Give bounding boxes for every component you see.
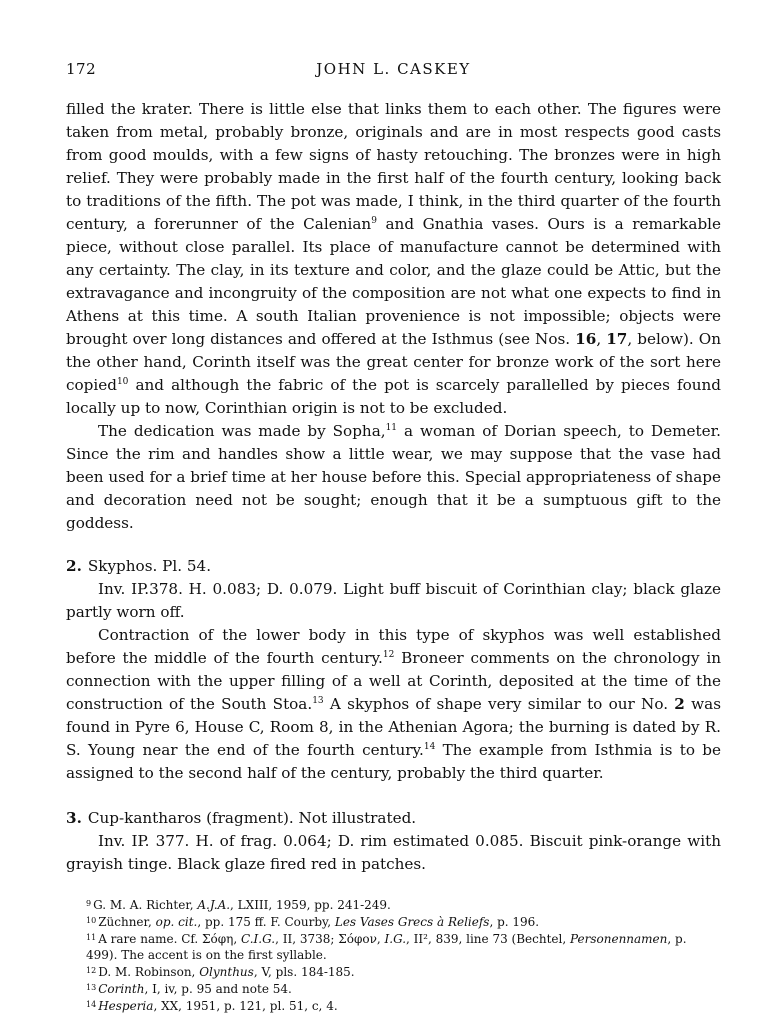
catalogue-entry-3	[66, 807, 721, 876]
page-header	[66, 60, 721, 84]
footnote-ref[interactable]: 11	[385, 423, 398, 433]
footnote: $^{10}$ Züchner, op. cit., pp. 175 ff. F. Courby, Les Vases Grecs à Reliefs, p. 196.	[86, 915, 540, 929]
footnote: $^9$ G. M. A. Richter, A.J.A., LXIII, 1959, pp. 241-249.	[86, 898, 391, 912]
entry-number: 2.	[66, 557, 82, 575]
main-text	[66, 98, 721, 876]
paragraph: filled the krater. There is little else that links them to each other. The figures were taken from metal, probably bronze, originals and are in most respects good casts from good moulds, with a few signs of hasty retouching. The bronzes were in high relief. They were probably made in the first half of the fourth century, looking back to traditions of the fifth. The pot was made, I think, in the third quarter of the fourth century, a forerunner of the Calenian$^9$ and Gnathia vases. Ours is a remarkable piece, without close parallel. Its place of manufacture cannot be determined with any certainty. The clay, in its texture and color, and the glaze could be Attic, but the extravagance and incongruity of the composition are not what one expects to find in Athens at this time. A south Italian provenience is not impossible; objects were brought over long distances and offered at the Isthmus (see Nos. 16, 17, below). On the other hand, Corinth itself was the great center for bronze work of the sort here copied$^{10}$ and although the fabric of the pot is scarcely parallelled by pieces found locally up to now, Corinthian origin is not to be excluded.	[66, 100, 722, 417]
footnote: $^{11}$ A rare name. Cf. Σόφη, C.I.G., II, 3738; Σόφον, I.G., II², 839, line 73 (Bechtel, Personennamen, p. 499). The accent is on the first syllable.	[86, 932, 687, 962]
entry-heading	[66, 555, 721, 578]
entry-inventory: Inv. IP. 377. H. of frag. 0.064; D. rim estimated 0.085. Biscuit pink-orange with grayish tinge. Black glaze fired red in patches.	[66, 832, 721, 873]
page	[66, 60, 721, 1014]
footnote-ref[interactable]: 10	[116, 377, 129, 387]
footnote-ref[interactable]: 14	[423, 742, 436, 752]
footnote-ref[interactable]: 13	[312, 696, 324, 706]
entry-heading	[66, 807, 721, 830]
catalogue-ref: 16	[575, 330, 597, 348]
footnote: $^{12}$ D. M. Robinson, Olynthus, V, pls. 184-185.	[86, 965, 355, 979]
footnote: $^{13}$ Corinth, I, iv, p. 95 and note 54.	[86, 982, 292, 996]
paragraph: The dedication was made by Sopha,$^{11}$ a woman of Dorian speech, to Demeter. Since the rim and handles show a little wear, we may suppose that the vase had been used for a brief time at her house before this. Special appropriateness of shape and decoration need not be sought; enough that it be a sumptuous gift to the goddess.	[66, 422, 721, 532]
footnote-ref[interactable]: 9	[371, 216, 377, 226]
running-title: JOHN L. CASKEY	[316, 60, 471, 78]
page-number: 172	[66, 60, 97, 78]
catalogue-ref: 2	[674, 695, 685, 713]
catalogue-entry-2	[66, 555, 721, 785]
entry-number: 3.	[66, 809, 82, 827]
footnotes	[66, 896, 721, 1014]
footnote: $^{14}$ Hesperia, XX, 1951, p. 121, pl. 51, c, 4.	[86, 999, 338, 1013]
entry-title: Skyphos. Pl. 54.	[87, 557, 212, 575]
catalogue-ref: 17	[606, 330, 628, 348]
paragraph: Contraction of the lower body in this type of skyphos was well established before the middle of the fourth century.$^{12}$ Broneer comments on the chronology in connection with the upper filling of a well at Corinth, deposited at the time of the construction of the South Stoa.$^{13}$ A skyphos of shape very similar to our No. 2 was found in Pyre 6, House C, Room 8, in the Athenian Agora; the burning is dated by R. S. Young near the end of the fourth century.$^{14}$ The example from Isthmia is to be assigned to the second half of the century, probably the third quarter.	[66, 626, 722, 782]
entry-inventory: Inv. IP.378. H. 0.083; D. 0.079. Light buff biscuit of Corinthian clay; black glaze partly worn off.	[66, 580, 721, 621]
footnote-ref[interactable]: 12	[382, 650, 395, 660]
entry-title: Cup-kantharos (fragment). Not illustrated.	[87, 809, 417, 827]
